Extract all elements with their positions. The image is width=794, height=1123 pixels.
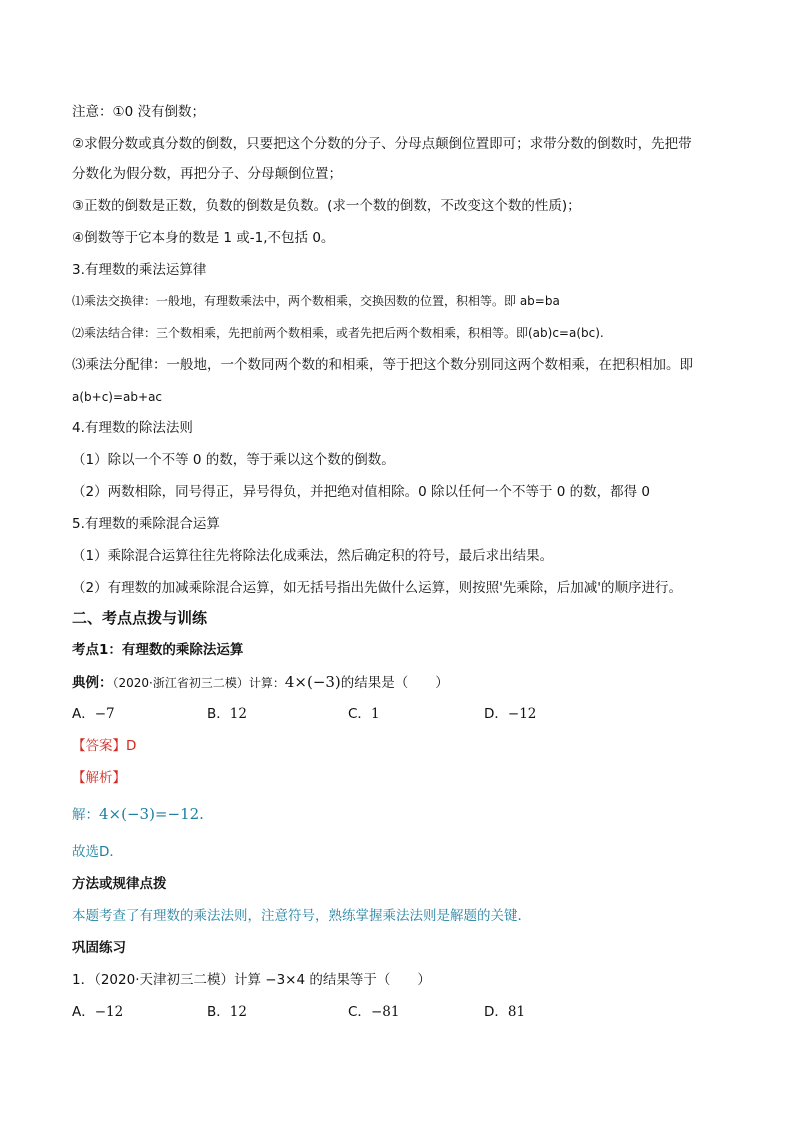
note-line-3: ③正数的倒数是正数，负数的倒数是负数。(求一个数的倒数，不改变这个数的性质)； xyxy=(72,198,581,214)
example-question xyxy=(72,672,449,693)
solution-prefix: 解： xyxy=(72,807,99,823)
method-title: 方法或规律点拨 xyxy=(72,876,167,892)
example-option-c: C．1 xyxy=(348,706,380,722)
part-2-heading: 二、考点点拨与训练 xyxy=(72,609,208,627)
practice-1-option-c: C．−81 xyxy=(348,1004,400,1020)
example-expression: 4×(−3) xyxy=(284,673,341,691)
method-text: 本题考查了有理数的乘法法则，注意符号，熟练掌握乘法法则是解题的关键． xyxy=(72,908,531,924)
kaodian-title: 考点1：有理数的乘除法运算 xyxy=(72,642,244,658)
section-5-item-1: （1）乘除混合运算往往先将除法化成乘法，然后确定积的符号，最后求出结果。 xyxy=(72,548,554,564)
section-4-item-1: （1）除以一个不等 0 的数，等于乘以这个数的倒数。 xyxy=(72,452,395,468)
analysis-label: 【解析】 xyxy=(72,770,126,786)
note-line-2a: ②求假分数或真分数的倒数，只要把这个分数的分子、分母点颠倒位置即可；求带分数的倒数时，先把带 xyxy=(72,136,692,152)
conclusion-line: 故选D． xyxy=(72,844,123,860)
practice-1-option-a: A．−12 xyxy=(72,1004,124,1020)
answer-label: 【答案】 xyxy=(72,738,126,754)
answer-line xyxy=(72,736,136,756)
example-tail: 的结果是（ ） xyxy=(340,675,449,691)
section-3-item-3a: ⑶乘法分配律：一般地，一个数同两个数的和相乘，等于把这个数分别同这两个数相乘，在把积相加。即 xyxy=(72,357,693,373)
example-source: （2020·浙江省初三二模）计算： xyxy=(112,676,285,690)
practice-1-option-b: B．12 xyxy=(207,1004,247,1020)
example-option-b: B．12 xyxy=(207,706,247,722)
section-5-item-2: （2）有理数的加减乘除混合运算，如无括号指出先做什么运算，则按照'先乘除，后加减'的顺序进行。 xyxy=(72,580,683,596)
solution-line xyxy=(72,804,204,825)
example-option-d: D．−12 xyxy=(484,706,537,722)
example-label: 典例： xyxy=(72,675,113,691)
note-line-1: 注意：①0 没有倒数； xyxy=(72,104,205,120)
practice-1-option-d: D．81 xyxy=(484,1004,526,1020)
section-3-item-3b: a(b+c)=ab+ac xyxy=(72,390,163,404)
example-option-a: A．−7 xyxy=(72,706,115,722)
section-3-item-1: ⑴乘法交换律：一般地，有理数乘法中，两个数相乘，交换因数的位置，积相等。即 ab=ba xyxy=(72,294,560,308)
section-3-title: 3.有理数的乘法运算律 xyxy=(72,262,207,278)
note-line-4: ④倒数等于它本身的数是 1 或-1,不包括 0。 xyxy=(72,230,335,246)
section-3-item-2: ⑵乘法结合律：三个数相乘，先把前两个数相乘，或者先把后两个数相乘，积相等。即(ab)c=a(bc). xyxy=(72,326,604,340)
answer-value: D xyxy=(126,738,137,754)
solution-expression: 4×(−3)=−12. xyxy=(99,805,204,823)
section-4-title: 4.有理数的除法法则 xyxy=(72,420,193,436)
practice-title: 巩固练习 xyxy=(72,940,126,956)
note-line-2b: 分数化为假分数，再把分子、分母颠倒位置； xyxy=(72,166,342,182)
section-4-item-2: （2）两数相除，同号得正，异号得负，并把绝对值相除。0 除以任何一个不等于 0 的数，都得 0 xyxy=(72,484,651,500)
section-5-title: 5.有理数的乘除混合运算 xyxy=(72,516,220,532)
practice-1-stem: 1．（2020·天津初三二模）计算 −3×4 的结果等于（ ） xyxy=(72,972,431,988)
